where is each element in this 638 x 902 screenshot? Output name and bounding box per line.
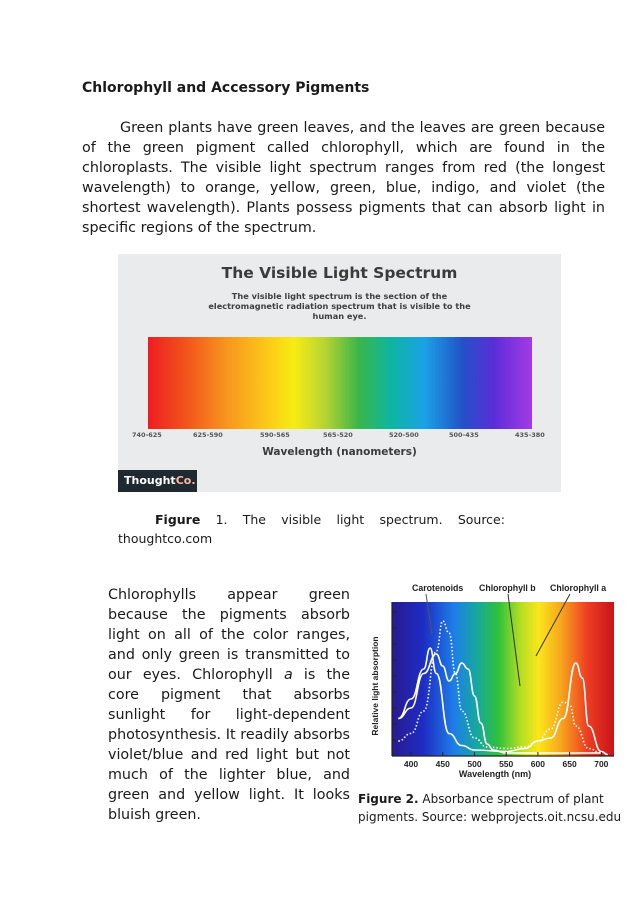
figure-1-caption — [118, 510, 505, 548]
caption-word: The — [242, 512, 266, 527]
figure-1-visible-spectrum — [118, 254, 561, 492]
spectrum-tick-label: 520-500 — [389, 431, 419, 439]
chlorophyll-paragraph — [108, 585, 350, 825]
spectrum-tick-label: 435-380 — [515, 431, 545, 439]
spectrum-axis-label: Wavelength (nanometers) — [262, 446, 417, 458]
y-axis-label: Relative light absorption — [370, 636, 380, 736]
x-tick-label: 450 — [435, 759, 450, 769]
caption-label: Figure — [155, 512, 201, 527]
x-tick-label: 650 — [562, 759, 577, 769]
spectrum-color-bar — [148, 337, 532, 429]
x-axis-label: Wavelength (nm) — [458, 769, 532, 779]
thoughtco-logo — [118, 470, 197, 492]
x-tick-label: 550 — [499, 759, 514, 769]
caption-word: Source: — [457, 512, 505, 527]
absorbance-svg — [360, 576, 618, 786]
spectrum-tick-label: 500-435 — [449, 431, 479, 439]
figure-2-absorbance-chart — [360, 576, 618, 786]
paragraph-italic: a — [283, 667, 293, 683]
intro-paragraph — [82, 118, 605, 238]
figure-1-title: The Visible Light Spectrum — [221, 264, 458, 282]
logo-text: Thought — [124, 474, 176, 487]
caption-word: visible — [281, 512, 322, 527]
caption-word: spectrum. — [379, 512, 443, 527]
figure-1-subtitle: The visible light spectrum is the section of the electromagnetic radiation spectrum that is visible to the human eye. — [208, 291, 471, 321]
paragraph-text: is the core pigment that absorbs sunlight for light-dependent photosynthesis. It readily absorbs violet/blue and red light but not much of the lighter blue, and green and yellow light. It looks bluish green. — [108, 667, 350, 823]
caption-source: thoughtco.com — [118, 531, 213, 546]
caption-label: Figure 2. — [358, 792, 419, 806]
caption-word: light — [336, 512, 365, 527]
spectrum-tick-label: 625-590 — [193, 431, 223, 439]
spectrum-tick-label: 590-565 — [260, 431, 290, 439]
legend-carotenoids: Carotenoids — [412, 583, 464, 593]
legend-chlorophyll-b: Chlorophyll b — [479, 583, 536, 593]
legend-chlorophyll-a: Chlorophyll a — [550, 583, 607, 593]
logo-suffix: Co. — [175, 474, 196, 487]
caption-number: 1. — [215, 512, 228, 527]
spectrum-tick-label: 740-625 — [132, 431, 162, 439]
x-tick-label: 600 — [530, 759, 545, 769]
figure-2-caption — [358, 790, 628, 826]
intro-text: Green plants have green leaves, and the leaves are green because of the green pigment called chlorophyll, which are found in the chloroplasts. The visible light spectrum ranges from red (the longest wavelength) to orange, yellow, green, blue, indigo, and violet (the shortest wavelength). Plants possess pigments that can absorb light in specific regions of the spectrum. — [82, 120, 605, 236]
x-tick-label: 700 — [594, 759, 609, 769]
x-tick-label: 400 — [403, 759, 419, 769]
x-tick-label: 500 — [467, 759, 482, 769]
paragraph-text: Chlorophylls appear green because the pigments absorb light on all of the color ranges, and only green is transmitted to our eyes. Chlorophyll — [108, 587, 350, 683]
spectrum-tick-label: 565-520 — [323, 431, 353, 439]
caption-text: Absorbance spectrum of plant pigments. Source: webprojects.oit.ncsu.edu — [358, 792, 622, 824]
section-heading: Chlorophyll and Accessory Pigments — [82, 80, 370, 96]
